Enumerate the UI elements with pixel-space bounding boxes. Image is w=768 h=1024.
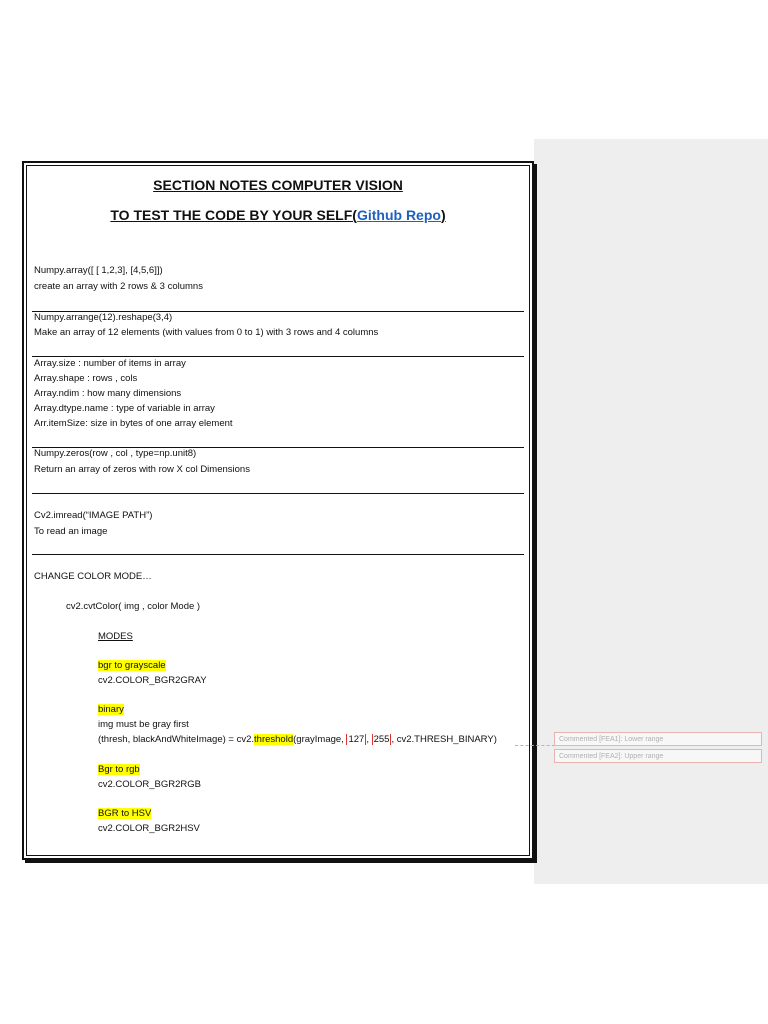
hsv-mode-label <box>98 806 151 821</box>
comment-pane <box>534 139 768 884</box>
subtitle-close: ) <box>440 207 446 223</box>
cvtcolor-code: cv2.cvtColor( img , color Mode ) <box>66 601 201 612</box>
comment-connector <box>515 745 555 746</box>
zeros-desc: Return an array of zeros with row X col Dimensions <box>34 464 250 475</box>
binary-mode-highlight: binary <box>98 704 124 715</box>
attribute-line: Array.dtype.name : type of variable in array <box>34 403 215 414</box>
gray-mode-label <box>98 658 166 673</box>
gray-mode-highlight: bgr to grayscale <box>98 660 166 671</box>
threshold-prefix: (thresh, blackAndWhiteImage) = cv2. <box>98 734 255 745</box>
hsv-mode-highlight: BGR to HSV <box>98 808 152 819</box>
binary-note: img must be gray first <box>98 719 189 730</box>
divider <box>32 554 524 555</box>
zeros-code: Numpy.zeros(row , col , type=np.unit8) <box>34 448 197 459</box>
github-repo-link[interactable]: Github Repo <box>356 207 441 223</box>
comment-balloon[interactable]: Commented [FEA2]: Upper range <box>554 749 762 763</box>
threshold-sep: , <box>366 734 372 745</box>
rgb-mode-highlight: Bgr to rgb <box>98 764 140 775</box>
numpy-array-desc: create an array with 2 rows & 3 columns <box>34 281 203 292</box>
comment-balloon[interactable]: Commented [FEA1]: Lower range <box>554 732 762 746</box>
section-title: SECTION NOTES COMPUTER VISION <box>153 177 403 193</box>
document-frame <box>22 161 534 860</box>
threshold-function: threshold <box>254 734 294 745</box>
binary-mode-label <box>98 702 124 717</box>
arrange-code: Numpy.arrange(12).reshape(3,4) <box>34 312 173 323</box>
imread-desc: To read an image <box>34 526 108 537</box>
threshold-suffix: , cv2.THRESH_BINARY) <box>391 734 497 745</box>
hsv-mode-code: cv2.COLOR_BGR2HSV <box>98 823 200 834</box>
attribute-line: Array.ndim : how many dimensions <box>34 388 182 399</box>
upper-range-value[interactable]: 255 <box>373 734 390 745</box>
subtitle <box>24 207 532 223</box>
modes-label: MODES <box>98 631 133 642</box>
divider <box>32 493 524 494</box>
lower-range-value[interactable]: 127 <box>348 734 365 745</box>
color-heading: CHANGE COLOR MODE… <box>34 571 152 582</box>
gray-mode-code: cv2.COLOR_BGR2GRAY <box>98 675 207 686</box>
subtitle-text: TO TEST THE CODE BY YOUR SELF( <box>110 207 357 223</box>
attribute-line: Array.size : number of items in array <box>34 358 186 369</box>
numpy-array-code: Numpy.array([ [ 1,2,3], [4,5,6]]) <box>34 265 163 276</box>
arrange-desc: Make an array of 12 elements (with values from 0 to 1) with 3 rows and 4 columns <box>34 327 379 338</box>
imread-code: Cv2.imread(“IMAGE PATH”) <box>34 510 153 521</box>
threshold-arg: (grayImage, <box>293 734 347 745</box>
attribute-line: Arr.itemSize: size in bytes of one array element <box>34 418 233 429</box>
rgb-mode-label <box>98 762 140 777</box>
threshold-code <box>98 732 497 747</box>
rgb-mode-code: cv2.COLOR_BGR2RGB <box>98 779 201 790</box>
attribute-line: Array.shape : rows , cols <box>34 373 138 384</box>
